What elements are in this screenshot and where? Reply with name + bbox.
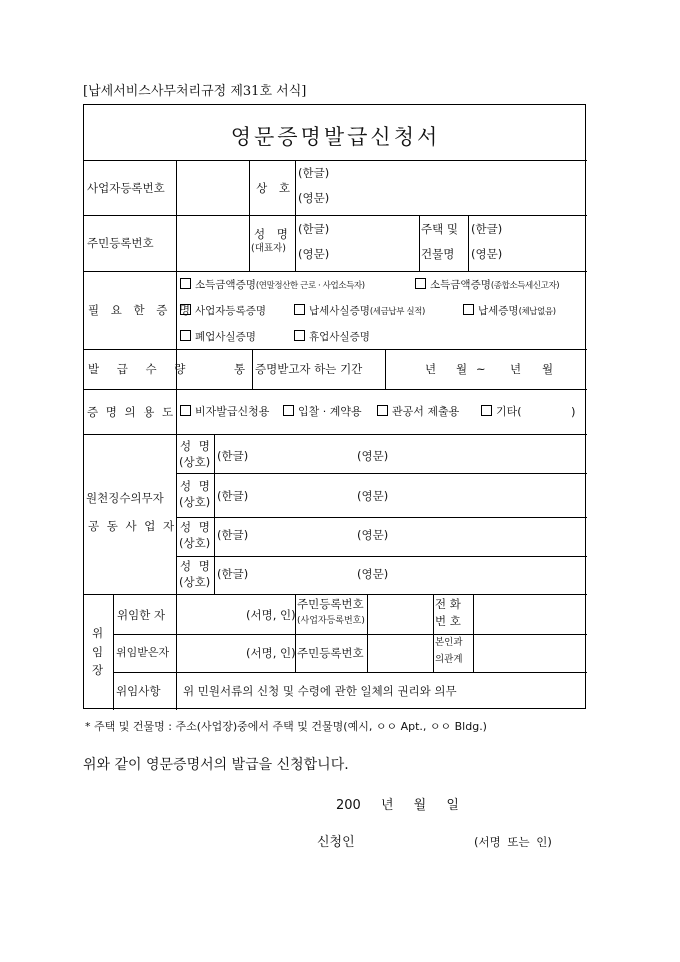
form-title: 영문증명발급신청서 bbox=[230, 125, 441, 149]
trade-name-label: 상 호 bbox=[256, 181, 290, 195]
purpose-other[interactable]: 기타( bbox=[481, 405, 522, 419]
cert-option-income-global[interactable]: 소득금액증명(종합소득세신고자) bbox=[415, 278, 559, 293]
address-label-line2: 건물명 bbox=[421, 247, 455, 261]
cert-option-tax-clearance[interactable]: 납세증명(체납없음) bbox=[463, 304, 556, 319]
co-korean-4[interactable]: (한글) bbox=[217, 567, 249, 581]
co-name-label-3: 성 명 bbox=[180, 520, 210, 534]
delegator-label: 위임한 자 bbox=[117, 608, 166, 622]
relation-label-line1: 본인과 bbox=[435, 637, 463, 648]
phone-label-line1: 전 화 bbox=[435, 597, 461, 611]
delegation-label-1: 위 bbox=[92, 626, 104, 640]
purpose-government[interactable]: 관공서 제출용 bbox=[377, 405, 459, 419]
period-label: 증명받고자 하는 기간 bbox=[255, 362, 363, 376]
delegatee-resident-no-label: 주민등록번호 bbox=[297, 646, 364, 660]
required-certificates-label: 필 요 한 증 명 bbox=[88, 303, 195, 317]
delegation-matters-label: 위임사항 bbox=[116, 684, 161, 698]
biz-reg-no-label: 사업자등록번호 bbox=[87, 181, 165, 195]
cert-option-tax-payment-fact[interactable]: 납세사실증명(세금납부 실적) bbox=[294, 304, 425, 319]
co-english-2[interactable]: (영문) bbox=[357, 489, 389, 503]
name-english[interactable]: (영문) bbox=[298, 247, 330, 261]
period-start-year[interactable]: 년 bbox=[425, 362, 437, 376]
date-line[interactable]: 200 년 월 일 bbox=[336, 798, 459, 813]
purpose-bid-contract[interactable]: 입찰 · 계약용 bbox=[283, 405, 362, 419]
co-english-4[interactable]: (영문) bbox=[357, 567, 389, 581]
issue-unit: 통 bbox=[234, 362, 246, 376]
cert-option-suspension[interactable]: 휴업사실증명 bbox=[294, 330, 370, 344]
delegatee-signature[interactable]: (서명, 인) bbox=[246, 646, 296, 660]
co-name-label-1: 성 명 bbox=[180, 439, 210, 453]
name-korean[interactable]: (한글) bbox=[298, 222, 330, 236]
checkbox-icon bbox=[481, 405, 492, 416]
co-korean-3[interactable]: (한글) bbox=[217, 528, 249, 542]
purpose-label: 증 명 의 용 도 bbox=[87, 405, 176, 419]
checkbox-icon bbox=[283, 405, 294, 416]
issue-quantity-label: 발 급 수 량 bbox=[88, 362, 193, 376]
co-english-3[interactable]: (영문) bbox=[357, 528, 389, 542]
address-korean[interactable]: (한글) bbox=[471, 222, 503, 236]
representative-label: (대표자) bbox=[251, 243, 286, 254]
withholding-agent-label: 원천징수의무자 bbox=[86, 491, 164, 505]
delegation-matters-text: 위 민원서류의 신청 및 수령에 관한 일체의 권리와 의무 bbox=[183, 684, 457, 698]
checkbox-icon bbox=[180, 330, 191, 341]
co-korean-1[interactable]: (한글) bbox=[217, 449, 249, 463]
period-start-month[interactable]: 월 bbox=[456, 362, 468, 376]
declaration-text: 위와 같이 영문증명서의 발급을 신청합니다. bbox=[83, 757, 349, 773]
address-label-line1: 주택 및 bbox=[421, 222, 458, 236]
delegation-label-3: 장 bbox=[92, 663, 104, 677]
delegator-signature[interactable]: (서명, 인) bbox=[246, 608, 296, 622]
delegatee-label: 위임받은자 bbox=[116, 646, 170, 659]
address-note: * 주택 및 건물명 : 주소(사업장)중에서 주택 및 건물명(예시, ㅇㅇ Apt., ㅇㅇ Bldg.) bbox=[85, 720, 487, 733]
delegation-label-2: 임 bbox=[92, 645, 104, 659]
co-trade-label-1: (상호) bbox=[179, 455, 211, 469]
period-tilde: ~ bbox=[476, 362, 486, 376]
co-trade-label-2: (상호) bbox=[179, 495, 211, 509]
purpose-other-close: ) bbox=[571, 405, 576, 419]
sign-or-seal[interactable]: (서명 또는 인) bbox=[474, 835, 552, 849]
application-form bbox=[83, 104, 586, 709]
name-label: 성 명 bbox=[254, 227, 288, 241]
joint-business-label: 공 동 사 업 자 bbox=[88, 519, 177, 533]
checkbox-icon bbox=[415, 278, 426, 289]
cert-option-income-employee[interactable]: 소득금액증명(연말정산한 근로 · 사업소득자) bbox=[180, 278, 365, 293]
delegator-resident-no-label: 주민등록번호 bbox=[297, 597, 364, 611]
checkbox-icon bbox=[294, 304, 305, 315]
co-trade-label-3: (상호) bbox=[179, 536, 211, 550]
period-end-year[interactable]: 년 bbox=[510, 362, 522, 376]
co-name-label-4: 성 명 bbox=[180, 559, 210, 573]
co-korean-2[interactable]: (한글) bbox=[217, 489, 249, 503]
checkbox-icon bbox=[463, 304, 474, 315]
trade-name-english[interactable]: (영문) bbox=[298, 191, 330, 205]
resident-reg-no-label: 주민등록번호 bbox=[87, 236, 154, 250]
relation-label-line2: 의관계 bbox=[435, 654, 463, 665]
form-caption: [납세서비스사무처리규정 제31호 서식] bbox=[83, 84, 307, 99]
co-name-label-2: 성 명 bbox=[180, 479, 210, 493]
checkbox-icon bbox=[294, 330, 305, 341]
checkbox-icon bbox=[180, 405, 191, 416]
period-end-month[interactable]: 월 bbox=[542, 362, 554, 376]
cert-option-biz-registration[interactable]: 사업자등록증명 bbox=[180, 304, 266, 318]
checkbox-icon bbox=[180, 278, 191, 289]
cert-option-closure[interactable]: 폐업사실증명 bbox=[180, 330, 256, 344]
address-english[interactable]: (영문) bbox=[471, 247, 503, 261]
co-english-1[interactable]: (영문) bbox=[357, 449, 389, 463]
checkbox-icon bbox=[180, 304, 191, 315]
purpose-visa[interactable]: 비자발급신청용 bbox=[180, 405, 269, 419]
delegator-biz-no-label: (사업자등록번호) bbox=[297, 616, 365, 626]
applicant-label: 신청인 bbox=[317, 835, 355, 850]
checkbox-icon bbox=[377, 405, 388, 416]
phone-label-line2: 번 호 bbox=[435, 614, 461, 628]
trade-name-korean[interactable]: (한글) bbox=[298, 166, 330, 180]
co-trade-label-4: (상호) bbox=[179, 575, 211, 589]
